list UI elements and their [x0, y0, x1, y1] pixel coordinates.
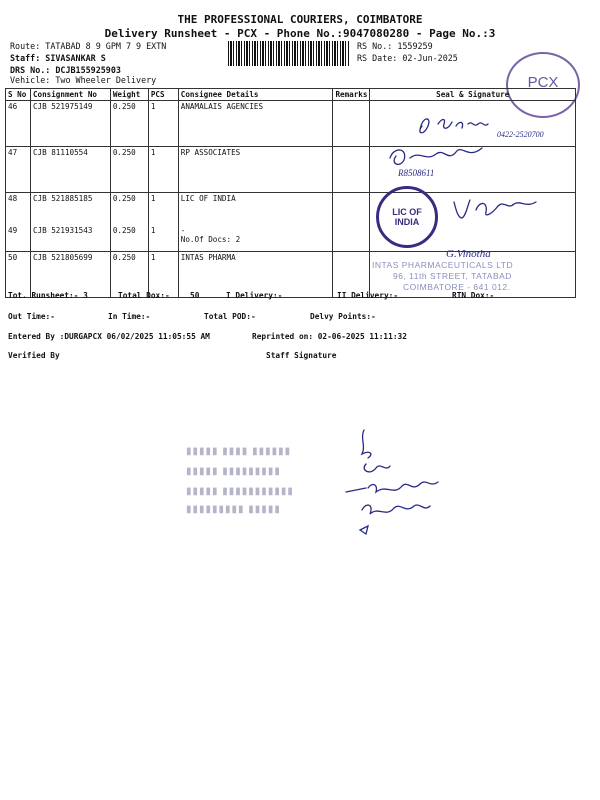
in-time: In Time:-: [108, 312, 151, 321]
intas-stamp-line3: COIMBATORE - 641 012.: [403, 282, 511, 292]
cell-weight: 0.250: [110, 193, 148, 226]
cell-remarks: [333, 147, 370, 193]
total-pod: Total POD:-: [204, 312, 256, 321]
reprinted-on: Reprinted on: 02-06-2025 11:11:32: [252, 332, 407, 341]
handwritten-phone: 0422-2520700: [497, 130, 544, 139]
company-title: THE PROFESSIONAL COURIERS, COIMBATORE: [177, 13, 423, 26]
vehicle-line: Vehicle: Two Wheeler Delivery: [10, 75, 157, 85]
cell-sno: 48: [6, 193, 31, 226]
i-delivery: I Delivery:-: [226, 291, 283, 300]
cell-remarks: [333, 101, 370, 147]
col-header: Consignment No: [30, 89, 110, 101]
entered-by: Entered By :DURGAPCX 06/02/2025 11:05:55 AM: [8, 332, 210, 341]
pcx-stamp-text: PCX: [527, 74, 559, 91]
verified-by: Verified By: [8, 351, 60, 360]
cell-pcs: 1: [148, 225, 178, 252]
consignee-dash: -: [180, 226, 186, 235]
cell-consignment: CJB 521975149: [30, 101, 110, 147]
cell-consignee: ANAMALAIS AGENCIES: [178, 101, 333, 147]
signature-row48: [450, 196, 550, 222]
col-header: S No: [6, 89, 31, 101]
cell-sno: 50: [6, 252, 31, 298]
cell-sno: 46: [6, 101, 31, 147]
cell-remarks: [333, 193, 370, 252]
col-header: Seal & Signature: [370, 89, 576, 101]
total-dox-label: Total Dox:-: [118, 291, 170, 300]
handwritten-name: G.Vinotha: [446, 248, 491, 260]
col-header: Remarks: [333, 89, 370, 101]
cell-pcs: 1: [148, 252, 178, 298]
faded-stamp-line4: ▮▮▮▮▮▮▮▮▮ ▮▮▮▮▮: [186, 504, 281, 515]
staff-line: Staff: SIVASANKAR S: [10, 53, 106, 63]
cell-consignee: [178, 225, 333, 252]
intas-stamp-line2: 96, 11th STREET, TATABAD: [393, 271, 512, 281]
faded-stamp-line1: ▮▮▮▮▮ ▮▮▮▮ ▮▮▮▮▮▮: [186, 446, 292, 457]
cell-weight: 0.250: [110, 225, 148, 252]
docs-count: No.Of Docs: 2: [180, 235, 241, 244]
ii-delivery: II Delivery:-: [337, 291, 399, 300]
runsheet-subtitle: Delivery Runsheet - PCX - Phone No.:9047080280 - Page No.:3: [104, 27, 496, 40]
intas-stamp-line1: INTAS PHARMACEUTICALS LTD: [372, 260, 514, 270]
col-header: Consignee Details: [178, 89, 333, 101]
cell-consignee: LIC OF INDIA: [178, 193, 333, 226]
rs-date: RS Date: 02-Jun-2025: [357, 53, 458, 63]
table-header-row: [6, 89, 576, 101]
cell-consignment: CJB 521805699: [30, 252, 110, 298]
cell-consignment: CJB 521885185: [30, 193, 110, 226]
cell-consignment: CJB 521931543: [30, 225, 110, 252]
tot-runsheet: Tot. Runsheet:- 3: [8, 291, 88, 300]
verification-signatures: [356, 426, 466, 536]
cell-pcs: 1: [148, 101, 178, 147]
cell-sno: 49: [6, 225, 31, 252]
route-line: Route: TATABAD 8 9 GPM 7 9 EXTN: [10, 41, 167, 51]
cell-sno: 47: [6, 147, 31, 193]
rs-no: RS No.: 1559259: [357, 41, 433, 51]
cell-consignee: RP ASSOCIATES: [178, 147, 333, 193]
cell-consignment: CJB 81110554: [30, 147, 110, 193]
cell-consignee: INTAS PHARMA: [178, 252, 333, 298]
lic-seal-text: LIC OF INDIA: [392, 207, 422, 227]
cell-weight: 0.250: [110, 252, 148, 298]
cell-weight: 0.250: [110, 101, 148, 147]
delvy-points: Delvy Points:-: [310, 312, 376, 321]
drs-line: DRS No.: DCJB155925903: [10, 65, 121, 75]
cell-pcs: 1: [148, 147, 178, 193]
cell-weight: 0.250: [110, 147, 148, 193]
barcode: [228, 41, 350, 66]
total-dox-value: 50: [190, 291, 200, 300]
handwritten-code: R8508611: [398, 168, 435, 178]
cell-pcs: 1: [148, 193, 178, 226]
staff-signature-label: Staff Signature: [266, 351, 337, 360]
faded-stamp-line2: ▮▮▮▮▮ ▮▮▮▮▮▮▮▮▮: [186, 466, 281, 477]
rtn-dox: RTN Dox:-: [452, 291, 495, 300]
col-header: Weight: [110, 89, 148, 101]
faded-stamp-line3: ▮▮▮▮▮ ▮▮▮▮▮▮▮▮▮▮▮: [186, 486, 294, 497]
lic-seal: [376, 186, 438, 248]
col-header: PCS: [148, 89, 178, 101]
out-time: Out Time:-: [8, 312, 55, 321]
